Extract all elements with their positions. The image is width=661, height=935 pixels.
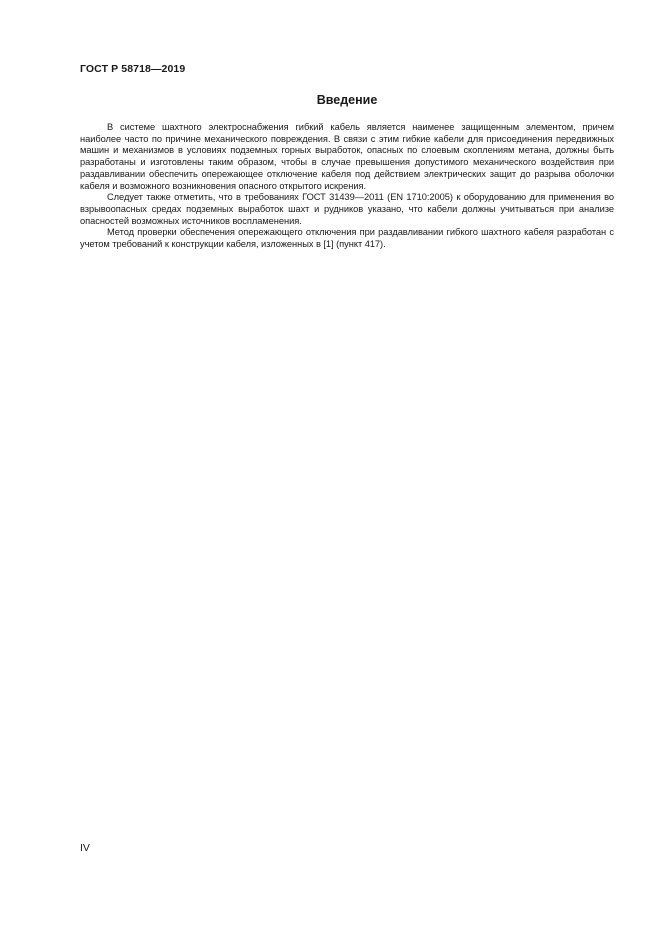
body-text bbox=[80, 122, 614, 251]
section-title: Введение bbox=[316, 93, 378, 107]
paragraph: В системе шахтного электроснабжения гибкий кабель является наименее защищенным элементом, причем наиболее часто по причине механического повреждения. В связи с этим гибкие кабели для присоединения передвижных машин и механизмов в условиях подземных горных выработок, опасных по слоевым скоплениям метана, должны быть разработаны и изготовлены таким образом, чтобы в случае превышения допустимого механического воздействия при раздавливании обеспечить опережающее отключение кабеля под действием электрических защит до разрыва оболочки кабеля и возможного возникновения опасного открытого искрения. bbox=[80, 122, 614, 191]
paragraph: Метод проверки обеспечения опережающего отключения при раздавливании гибкого шахтного кабеля разработан с учетом требований к конструкции кабеля, изложенных в [1] (пункт 417). bbox=[80, 227, 614, 250]
paragraph: Следует также отметить, что в требованиях ГОСТ 31439—2011 (EN 1710:2005) к оборудованию для применения во взрывоопасных средах подземных выработок шахт и рудников указано, что кабели должны учитываться при анализе опасностей возможных источников воспламенения. bbox=[80, 192, 614, 226]
page-number: IV bbox=[80, 842, 90, 854]
document-header: ГОСТ Р 58718—2019 bbox=[80, 63, 186, 75]
